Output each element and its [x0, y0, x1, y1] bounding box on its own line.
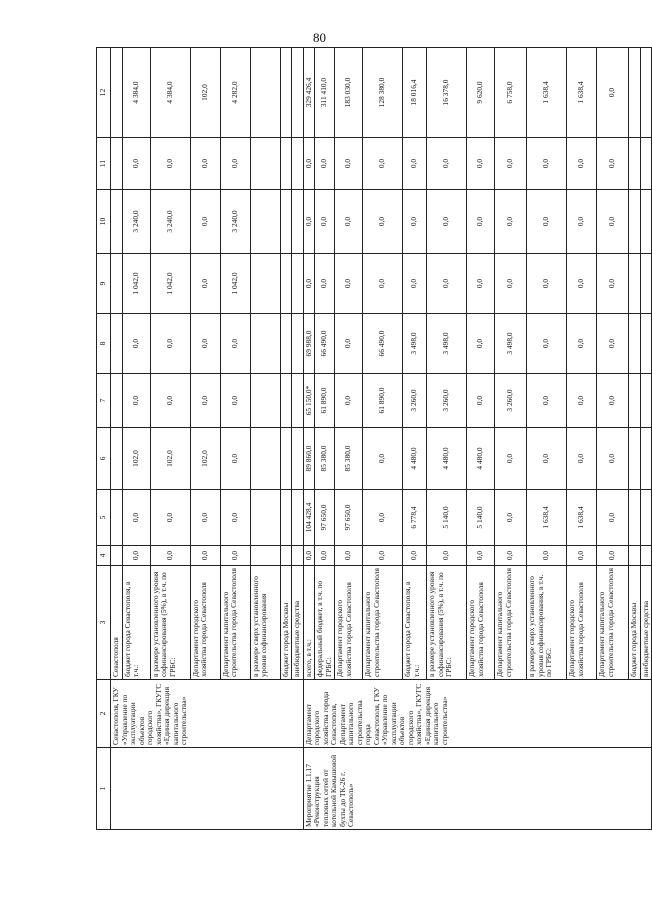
- value-cell: [111, 546, 123, 566]
- value-cell: 0,0: [363, 428, 403, 490]
- value-cell: 65 150,0*: [303, 374, 315, 428]
- value-cell: 0,0: [527, 138, 567, 190]
- value-cell: 6 778,4: [403, 490, 427, 546]
- value-cell: 97 650,0: [315, 490, 335, 546]
- value-cell: [629, 428, 641, 490]
- value-cell: 0,0: [467, 374, 495, 428]
- budget-table: [96, 47, 652, 830]
- value-cell: 0,0: [190, 314, 220, 374]
- value-cell: 3 260,0: [427, 374, 467, 428]
- value-cell: [111, 374, 123, 428]
- value-cell: 66 490,0: [363, 314, 403, 374]
- value-cell: 102,0: [122, 428, 150, 490]
- value-cell: 0,0: [597, 138, 629, 190]
- value-cell: 0,0: [363, 490, 403, 546]
- value-cell: 3 498,0: [427, 314, 467, 374]
- value-cell: 0,0: [150, 314, 190, 374]
- funding-source-cell: бюджет города Севастополя, в т.ч.:: [122, 566, 150, 680]
- header-cell: 9: [97, 254, 111, 314]
- value-cell: 0,0: [335, 190, 363, 254]
- funding-source-cell: в размере установленного уровня софинансирования (5%), в т.ч. по ГРБС:: [150, 566, 190, 680]
- value-cell: [640, 314, 652, 374]
- value-cell: 0,0: [495, 490, 527, 546]
- page-number: 80: [313, 30, 326, 45]
- value-cell: 1 638,4: [527, 490, 567, 546]
- value-cell: 1 042,0: [150, 254, 190, 314]
- value-cell: [250, 490, 280, 546]
- value-cell: 0,0: [597, 254, 629, 314]
- value-cell: 0,0: [527, 314, 567, 374]
- value-cell: [640, 428, 652, 490]
- value-cell: 0,0: [190, 138, 220, 190]
- value-cell: 61 890,0: [363, 374, 403, 428]
- value-cell: 0,0: [495, 138, 527, 190]
- funding-source-cell: Департамент городского хозяйства города Севастополя: [567, 566, 597, 680]
- value-cell: 0,0: [403, 138, 427, 190]
- header-row: [97, 48, 111, 830]
- header-cell: 5: [97, 490, 111, 546]
- funding-source-cell: Департамент капитального строительства города Севастополя: [220, 566, 250, 680]
- value-cell: 0,0: [335, 374, 363, 428]
- value-cell: 4 384,0: [150, 48, 190, 138]
- funding-source-cell: Департамент капитального строительства города Севастополя: [363, 566, 403, 680]
- value-cell: 0,0: [427, 138, 467, 190]
- value-cell: 0,0: [567, 254, 597, 314]
- value-cell: 0,0: [527, 546, 567, 566]
- value-cell: [280, 138, 292, 190]
- value-cell: [292, 254, 304, 314]
- table-row: [303, 48, 315, 830]
- value-cell: 0,0: [597, 374, 629, 428]
- value-cell: 3 498,0: [403, 314, 427, 374]
- value-cell: [629, 490, 641, 546]
- value-cell: [292, 190, 304, 254]
- value-cell: 5 140,0: [467, 490, 495, 546]
- value-cell: 0,0: [315, 254, 335, 314]
- value-cell: [111, 428, 123, 490]
- value-cell: [250, 374, 280, 428]
- value-cell: 0,0: [122, 546, 150, 566]
- value-cell: 0,0: [190, 254, 220, 314]
- value-cell: 0,0: [220, 546, 250, 566]
- header-cell: 12: [97, 48, 111, 138]
- value-cell: 104 428,4: [303, 490, 315, 546]
- value-cell: [640, 190, 652, 254]
- value-cell: 329 426,4: [303, 48, 315, 138]
- value-cell: 5 140,0: [427, 490, 467, 546]
- value-cell: 0,0: [567, 428, 597, 490]
- value-cell: 0,0: [597, 190, 629, 254]
- value-cell: 0,0: [495, 190, 527, 254]
- value-cell: [111, 190, 123, 254]
- value-cell: 0,0: [495, 546, 527, 566]
- value-cell: 0,0: [315, 138, 335, 190]
- funding-source-cell: бюджет города Москвы: [280, 566, 292, 680]
- value-cell: 4 384,0: [122, 48, 150, 138]
- value-cell: [250, 428, 280, 490]
- funding-source-cell: Департамент городского хозяйства города Севастополя: [335, 566, 363, 680]
- value-cell: 0,0: [150, 374, 190, 428]
- value-cell: 0,0: [335, 254, 363, 314]
- value-cell: 0,0: [315, 546, 335, 566]
- header-cell: 10: [97, 190, 111, 254]
- value-cell: [250, 190, 280, 254]
- value-cell: 0,0: [190, 374, 220, 428]
- funding-source-cell: федеральный бюджет, в т.ч. по ГРБС:: [315, 566, 335, 680]
- value-cell: 4 480,0: [467, 428, 495, 490]
- value-cell: 0,0: [303, 138, 315, 190]
- value-cell: [292, 546, 304, 566]
- value-cell: 18 016,4: [403, 48, 427, 138]
- value-cell: [292, 490, 304, 546]
- value-cell: 102,0: [150, 428, 190, 490]
- value-cell: [111, 138, 123, 190]
- value-cell: [640, 374, 652, 428]
- value-cell: 0,0: [567, 374, 597, 428]
- value-cell: 311 410,0: [315, 48, 335, 138]
- value-cell: 0,0: [427, 190, 467, 254]
- value-cell: 0,0: [403, 190, 427, 254]
- value-cell: 0,0: [220, 428, 250, 490]
- value-cell: 0,0: [150, 490, 190, 546]
- value-cell: [280, 374, 292, 428]
- value-cell: 0,0: [150, 546, 190, 566]
- value-cell: [629, 254, 641, 314]
- value-cell: 1 638,4: [567, 48, 597, 138]
- value-cell: 102,0: [190, 428, 220, 490]
- value-cell: 0,0: [527, 254, 567, 314]
- activity-cell: [111, 748, 304, 830]
- header-cell: 1: [97, 748, 111, 830]
- value-cell: [629, 190, 641, 254]
- value-cell: [250, 546, 280, 566]
- funding-source-cell: внебюджетные средства: [292, 566, 304, 680]
- value-cell: 3 498,0: [495, 314, 527, 374]
- value-cell: [640, 490, 652, 546]
- value-cell: 4 480,0: [427, 428, 467, 490]
- value-cell: [280, 428, 292, 490]
- value-cell: 89 860,0: [303, 428, 315, 490]
- value-cell: [280, 314, 292, 374]
- value-cell: 0,0: [363, 254, 403, 314]
- value-cell: 4 282,0: [220, 48, 250, 138]
- value-cell: [640, 254, 652, 314]
- value-cell: [111, 314, 123, 374]
- value-cell: [250, 138, 280, 190]
- value-cell: 0,0: [122, 490, 150, 546]
- funding-source-cell: Департамент капитального строительства города Севастополя: [495, 566, 527, 680]
- value-cell: 0,0: [150, 138, 190, 190]
- value-cell: 0,0: [363, 138, 403, 190]
- header-cell: 4: [97, 546, 111, 566]
- value-cell: 0,0: [527, 428, 567, 490]
- value-cell: 128 380,0: [363, 48, 403, 138]
- value-cell: 0,0: [567, 138, 597, 190]
- funding-source-cell: Департамент капитального строительства города Севастополя: [597, 566, 629, 680]
- funding-source-cell: в размере установленного уровня софинансирования (5%), в т.ч. по ГРБС:: [427, 566, 467, 680]
- value-cell: 0,0: [190, 490, 220, 546]
- value-cell: 0,0: [335, 314, 363, 374]
- value-cell: 0,0: [122, 138, 150, 190]
- funding-source-cell: Департамент городского хозяйства города Севастополя: [467, 566, 495, 680]
- value-cell: 97 650,0: [335, 490, 363, 546]
- value-cell: 0,0: [220, 314, 250, 374]
- value-cell: [640, 48, 652, 138]
- value-cell: 0,0: [363, 190, 403, 254]
- funding-source-cell: в размере сверх установленного уровня софинансирования, в т.ч. по ГРБС:: [527, 566, 567, 680]
- value-cell: 4 480,0: [403, 428, 427, 490]
- value-cell: 0,0: [567, 190, 597, 254]
- executors-cell: Департамент городского хозяйства города Севастополя, Департамент капитального строительства города Севастополя, ГКУ «Управление по эксплуатации объектов городского хозяйства», ГКУГС «Единая дирекция капитального строительства»: [303, 680, 652, 748]
- funding-source-cell: внебюджетные средства: [640, 566, 652, 680]
- header-cell: 7: [97, 374, 111, 428]
- value-cell: 0,0: [335, 546, 363, 566]
- value-cell: 16 378,0: [427, 48, 467, 138]
- value-cell: 0,0: [495, 428, 527, 490]
- value-cell: 1 638,4: [527, 48, 567, 138]
- value-cell: 0,0: [467, 314, 495, 374]
- value-cell: 69 988,0: [303, 314, 315, 374]
- executors-cell: Севастополя, ГКУ «Управление по эксплуатации объектов городского хозяйства», ГКУГС «Единая дирекция капитального строительства»: [111, 680, 304, 748]
- value-cell: 0,0: [527, 374, 567, 428]
- value-cell: 1 042,0: [220, 254, 250, 314]
- value-cell: 0,0: [220, 138, 250, 190]
- value-cell: [111, 490, 123, 546]
- value-cell: [629, 374, 641, 428]
- funding-source-cell: в размере сверх установленного уровня софинансирования: [250, 566, 280, 680]
- rotated-table-wrapper: [96, 48, 650, 830]
- value-cell: 66 490,0: [315, 314, 335, 374]
- value-cell: [292, 138, 304, 190]
- value-cell: [292, 374, 304, 428]
- value-cell: 0,0: [303, 254, 315, 314]
- value-cell: 3 240,0: [150, 190, 190, 254]
- value-cell: 0,0: [597, 48, 629, 138]
- value-cell: 0,0: [597, 428, 629, 490]
- value-cell: 0,0: [122, 314, 150, 374]
- value-cell: 3 240,0: [220, 190, 250, 254]
- value-cell: [629, 48, 641, 138]
- value-cell: 0,0: [597, 314, 629, 374]
- header-cell: 6: [97, 428, 111, 490]
- value-cell: 102,0: [190, 48, 220, 138]
- value-cell: 0,0: [467, 254, 495, 314]
- value-cell: [111, 48, 123, 138]
- funding-source-cell: Департамент городского хозяйства города Севастополя: [190, 566, 220, 680]
- value-cell: [250, 48, 280, 138]
- value-cell: [280, 490, 292, 546]
- header-cell: 2: [97, 680, 111, 748]
- value-cell: 0,0: [495, 254, 527, 314]
- value-cell: 183 030,0: [335, 48, 363, 138]
- value-cell: 1 042,0: [122, 254, 150, 314]
- value-cell: 0,0: [427, 546, 467, 566]
- value-cell: 3 260,0: [403, 374, 427, 428]
- value-cell: 0,0: [467, 546, 495, 566]
- value-cell: 85 380,0: [335, 428, 363, 490]
- value-cell: [640, 546, 652, 566]
- value-cell: 0,0: [427, 254, 467, 314]
- value-cell: 3 240,0: [122, 190, 150, 254]
- value-cell: 0,0: [467, 190, 495, 254]
- value-cell: 3 260,0: [495, 374, 527, 428]
- value-cell: 0,0: [122, 374, 150, 428]
- value-cell: 0,0: [190, 546, 220, 566]
- value-cell: [629, 314, 641, 374]
- funding-source-cell: бюджет города Москвы: [629, 566, 641, 680]
- value-cell: 0,0: [567, 314, 597, 374]
- value-cell: [280, 190, 292, 254]
- value-cell: [292, 428, 304, 490]
- value-cell: 0,0: [467, 138, 495, 190]
- value-cell: 0,0: [190, 190, 220, 254]
- value-cell: 0,0: [403, 546, 427, 566]
- value-cell: [250, 314, 280, 374]
- value-cell: 0,0: [527, 190, 567, 254]
- value-cell: 6 758,0: [495, 48, 527, 138]
- value-cell: 9 620,0: [467, 48, 495, 138]
- value-cell: 0,0: [220, 374, 250, 428]
- value-cell: 0,0: [597, 546, 629, 566]
- value-cell: 0,0: [315, 190, 335, 254]
- value-cell: [280, 254, 292, 314]
- value-cell: 0,0: [363, 546, 403, 566]
- value-cell: [280, 48, 292, 138]
- value-cell: [640, 138, 652, 190]
- value-cell: 85 380,0: [315, 428, 335, 490]
- funding-source-cell: всего, в т.ч.:: [303, 566, 315, 680]
- value-cell: 0,0: [597, 490, 629, 546]
- value-cell: [111, 254, 123, 314]
- activity-cell: Мероприятие 1.1.17 «Реконструкция тепловых сетей от котельной Камышовой бухты до ТК-26 г. Севастополь»: [303, 748, 652, 830]
- header-cell: 8: [97, 314, 111, 374]
- value-cell: 0,0: [567, 546, 597, 566]
- funding-source-cell: бюджет города Севастополя, в т.ч.:: [403, 566, 427, 680]
- value-cell: [629, 138, 641, 190]
- table-row: [111, 48, 123, 830]
- value-cell: 1 638,4: [567, 490, 597, 546]
- value-cell: 0,0: [403, 254, 427, 314]
- value-cell: 0,0: [303, 546, 315, 566]
- value-cell: [292, 48, 304, 138]
- value-cell: 0,0: [335, 138, 363, 190]
- value-cell: 0,0: [220, 490, 250, 546]
- value-cell: 0,0: [303, 190, 315, 254]
- value-cell: [280, 546, 292, 566]
- value-cell: [292, 314, 304, 374]
- value-cell: 61 890,0: [315, 374, 335, 428]
- value-cell: [629, 546, 641, 566]
- header-cell: 11: [97, 138, 111, 190]
- value-cell: [250, 254, 280, 314]
- header-cell: 3: [97, 566, 111, 680]
- funding-source-cell: Севастополя: [111, 566, 123, 680]
